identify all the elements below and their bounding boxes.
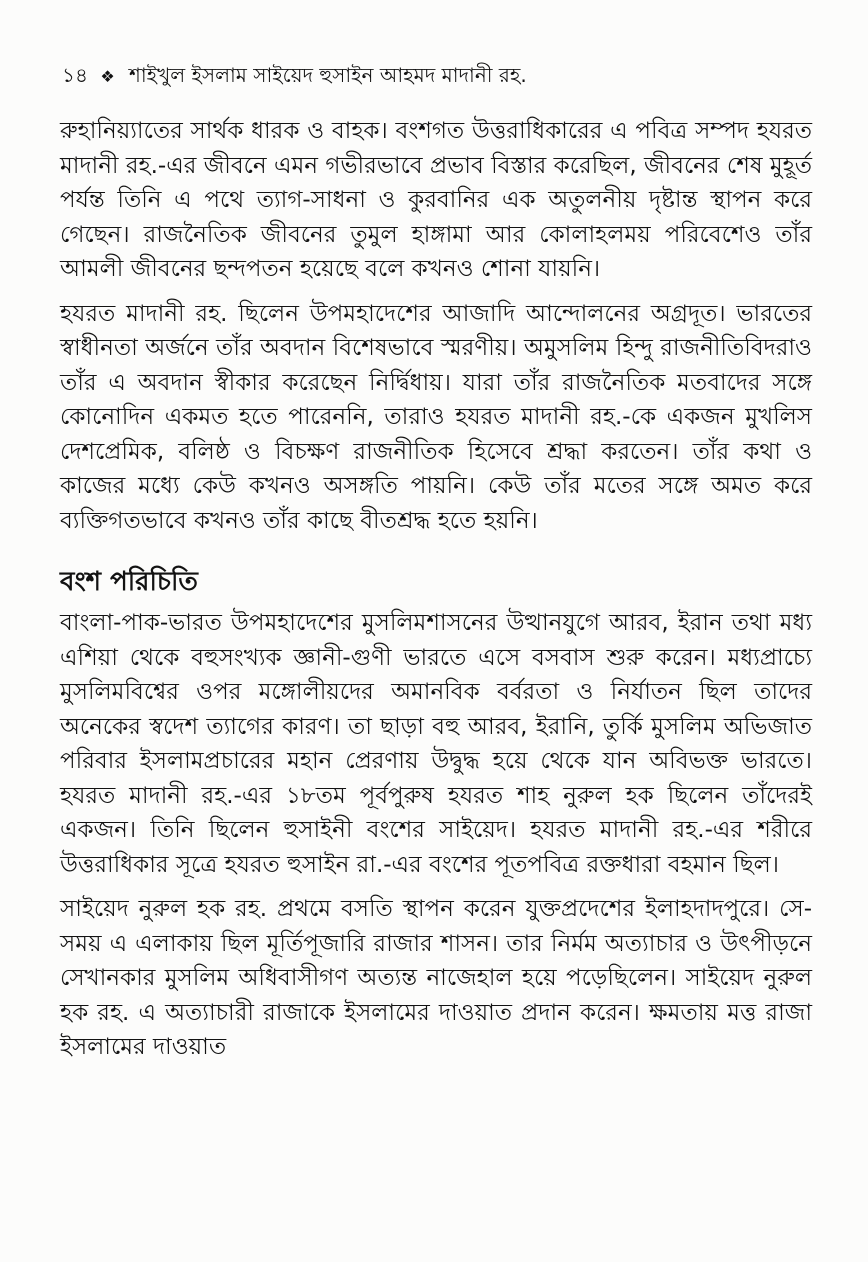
running-header xyxy=(62,62,828,90)
page-number: ১৪ xyxy=(62,63,88,87)
paragraph-3: বাংলা-পাক-ভারত উপমহাদেশের মুসলিমশাসনের উত্থানযুগে আরব, ইরান তথা মধ্য এশিয়া থেকে বহুসংখ্যক জ্ঞানী-গুণী ভারতে এসে বসবাস শুরু করেন। মধ্যপ্রাচ্যে মুসলিমবিশ্বের ওপর মঙ্গোলীয়দের অমানবিক বর্বরতা ও নির্যাতন ছিল তাদের অনেকের স্বদেশ ত্যাগের কারণ। তা ছাড়া বহু আরব, ইরানি, তুর্কি মুসলিম অভিজাত পরিবার ইসলামপ্রচারের মহান প্রেরণায় উদ্বুদ্ধ হয়ে থেকে যান অবিভক্ত ভারতে। হযরত মাদানী রহ.-এর ১৮তম পূর্বপুরুষ হযরত শাহ নুরুল হক ছিলেন তাঁদেরই একজন। তিনি ছিলেন হুসাইনী বংশের সাইয়েদ। হযরত মাদানী রহ.-এর শরীরে উত্তরাধিকার সূত্রে হযরত হুসাইন রা.-এর বংশের পূতপবিত্র রক্তধারা বহমান ছিল। xyxy=(60,610,812,878)
ornament-icon: ❖ xyxy=(100,67,115,86)
paragraph-2: হযরত মাদানী রহ. ছিলেন উপমহাদেশের আজাদি আন্দোলনের অগ্রদূত। ভারতের স্বাধীনতা অর্জনে তাঁর অবদান বিশেষভাবে স্মরণীয়। অমুসলিম হিন্দু রাজনীতিবিদরাও তাঁর এ অবদান স্বীকার করেছেন নির্দ্বিধায়। যারা তাঁর রাজনৈতিক মতবাদের সঙ্গে কোনোদিন একমত হতে পারেননি, তারাও হযরত মাদানী রহ.-কে একজন মুখলিস দেশপ্রেমিক, বলিষ্ঠ ও বিচক্ষণ রাজনীতিক হিসেবে শ্রদ্ধা করতেন। তাঁর কথা ও কাজের মধ্যে কেউ কখনও অসঙ্গতি পায়নি। কেউ তাঁর মতের সঙ্গে অমত করে ব্যক্তিগতভাবে কখনও তাঁর কাছে বীতশ্রদ্ধ হতে হয়নি। xyxy=(60,300,812,534)
paragraph-4: সাইয়েদ নুরুল হক রহ. প্রথমে বসতি স্থাপন করেন যুক্তপ্রদেশের ইলাহদাদপুরে। সে-সময় এ এলাকায় ছিল মূর্তিপূজারি রাজার শাসন। তার নির্মম অত্যাচার ও উৎপীড়নে সেখানকার মুসলিম অধিবাসীগণ অত্যন্ত নাজেহাল হয়ে পড়েছিলেন। সাইয়েদ নুরুল হক রহ. এ অত্যাচারী রাজাকে ইসলামের দাওয়াত প্রদান করেন। ক্ষমতায় মত্ত রাজা ইসলামের দাওয়াত xyxy=(60,896,812,1060)
book-title: শাইখুল ইসলাম সাইয়েদ হুসাইন আহমদ মাদানী রহ. xyxy=(129,63,527,87)
paragraph-1: রুহানিয়্যাতের সার্থক ধারক ও বাহক। বংশগত উত্তরাধিকারের এ পবিত্র সম্পদ হযরত মাদানী রহ.-এর জীবনে এমন গভীরভাবে প্রভাব বিস্তার করেছিল, জীবনের শেষ মুহূর্ত পর্যন্ত তিনি এ পথে ত্যাগ-সাধনা ও কুরবানির এক অতুলনীয় দৃষ্টান্ত স্থাপন করে গেছেন। রাজনৈতিক জীবনের তুমুল হাঙ্গামা আর কোলাহলময় পরিবেশেও তাঁর আমলী জীবনের ছন্দপতন হয়েছে বলে কখনও শোনা যায়নি। xyxy=(60,118,812,282)
body-text xyxy=(60,114,812,1065)
section-heading: বংশ পরিচিতি xyxy=(60,567,198,597)
